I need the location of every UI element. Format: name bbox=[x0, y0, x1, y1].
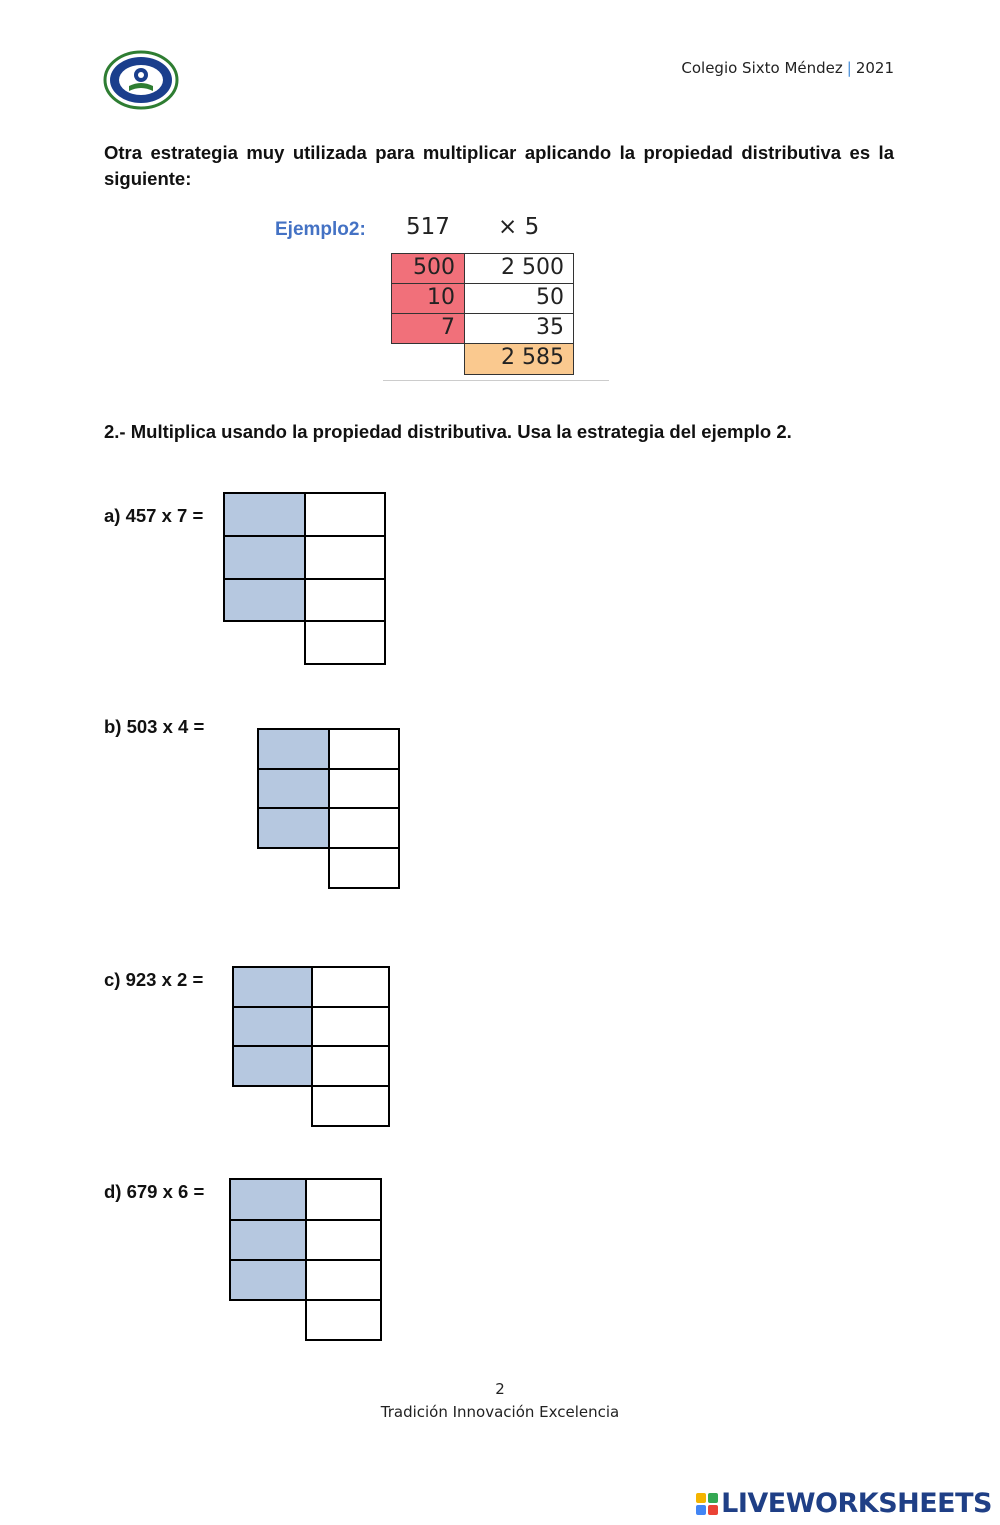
liveworksheets-logo-icon bbox=[696, 1493, 718, 1515]
problem-a-product-1[interactable] bbox=[304, 492, 386, 537]
problem-d-label: d) 679 x 6 = bbox=[104, 1181, 205, 1202]
problem-b-part-3[interactable] bbox=[257, 807, 330, 849]
page-number: 2 bbox=[495, 1380, 505, 1398]
logo-square-blue bbox=[696, 1505, 706, 1515]
example-label: Ejemplo2: bbox=[275, 219, 366, 240]
problem-b-product-2[interactable] bbox=[328, 768, 400, 809]
problem-c-part-1[interactable] bbox=[232, 966, 313, 1008]
problem-d-total[interactable] bbox=[305, 1299, 382, 1341]
footer-motto: Tradición Innovación Excelencia bbox=[380, 1403, 620, 1421]
problem-c-part-3[interactable] bbox=[232, 1045, 313, 1087]
example-number: 517 bbox=[406, 214, 450, 240]
problem-b-label: b) 503 x 4 = bbox=[104, 716, 205, 737]
problem-d-product-2[interactable] bbox=[305, 1219, 382, 1261]
example-part-1: 500 bbox=[391, 253, 465, 284]
problem-c-label: c) 923 x 2 = bbox=[104, 969, 204, 990]
example-table bbox=[383, 208, 609, 381]
problem-b-part-1[interactable] bbox=[257, 728, 330, 770]
problem-a-product-3[interactable] bbox=[304, 578, 386, 622]
problem-c-product-1[interactable] bbox=[311, 966, 390, 1008]
problem-a-total[interactable] bbox=[304, 620, 386, 665]
problem-d-product-1[interactable] bbox=[305, 1178, 382, 1221]
school-name: Colegio Sixto Méndez bbox=[681, 59, 843, 77]
liveworksheets-brand[interactable] bbox=[696, 1488, 992, 1519]
problem-c-total[interactable] bbox=[311, 1085, 390, 1127]
example-product-3: 35 bbox=[464, 313, 574, 344]
school-header bbox=[681, 59, 894, 77]
problem-d-part-3[interactable] bbox=[229, 1259, 307, 1301]
example-product-2: 50 bbox=[464, 283, 574, 314]
problem-c-part-2[interactable] bbox=[232, 1006, 313, 1047]
problem-a-part-1[interactable] bbox=[223, 492, 306, 537]
example-product-1: 2 500 bbox=[464, 253, 574, 284]
problem-b-product-1[interactable] bbox=[328, 728, 400, 770]
example-total: 2 585 bbox=[464, 343, 574, 375]
problem-c-product-3[interactable] bbox=[311, 1045, 390, 1087]
problem-d-part-1[interactable] bbox=[229, 1178, 307, 1221]
problem-a-label: a) 457 x 7 = bbox=[104, 505, 204, 526]
problem-c-product-2[interactable] bbox=[311, 1006, 390, 1047]
problem-d-product-3[interactable] bbox=[305, 1259, 382, 1301]
header-separator: | bbox=[846, 59, 852, 77]
example-multiplier: × 5 bbox=[498, 214, 540, 240]
logo-square-yellow bbox=[696, 1493, 706, 1503]
problem-a-part-2[interactable] bbox=[223, 535, 306, 580]
logo-square-green bbox=[708, 1493, 718, 1503]
problem-d-part-2[interactable] bbox=[229, 1219, 307, 1261]
example-part-2: 10 bbox=[391, 283, 465, 314]
logo-square-red bbox=[708, 1505, 718, 1515]
liveworksheets-text: LIVEWORKSHEETS bbox=[721, 1488, 992, 1519]
school-logo bbox=[103, 50, 179, 110]
header-year: 2021 bbox=[855, 59, 894, 77]
example-part-3: 7 bbox=[391, 313, 465, 344]
problem-a-product-2[interactable] bbox=[304, 535, 386, 580]
problem-b-part-2[interactable] bbox=[257, 768, 330, 809]
intro-text: Otra estrategia muy utilizada para multiplicar aplicando la propiedad distributiva es la siguiente: bbox=[104, 142, 894, 189]
problem-b-total[interactable] bbox=[328, 847, 400, 889]
problem-b-product-3[interactable] bbox=[328, 807, 400, 849]
question-2: 2.- Multiplica usando la propiedad distributiva. Usa la estrategia del ejemplo 2. bbox=[104, 421, 792, 442]
problem-a-part-3[interactable] bbox=[223, 578, 306, 622]
